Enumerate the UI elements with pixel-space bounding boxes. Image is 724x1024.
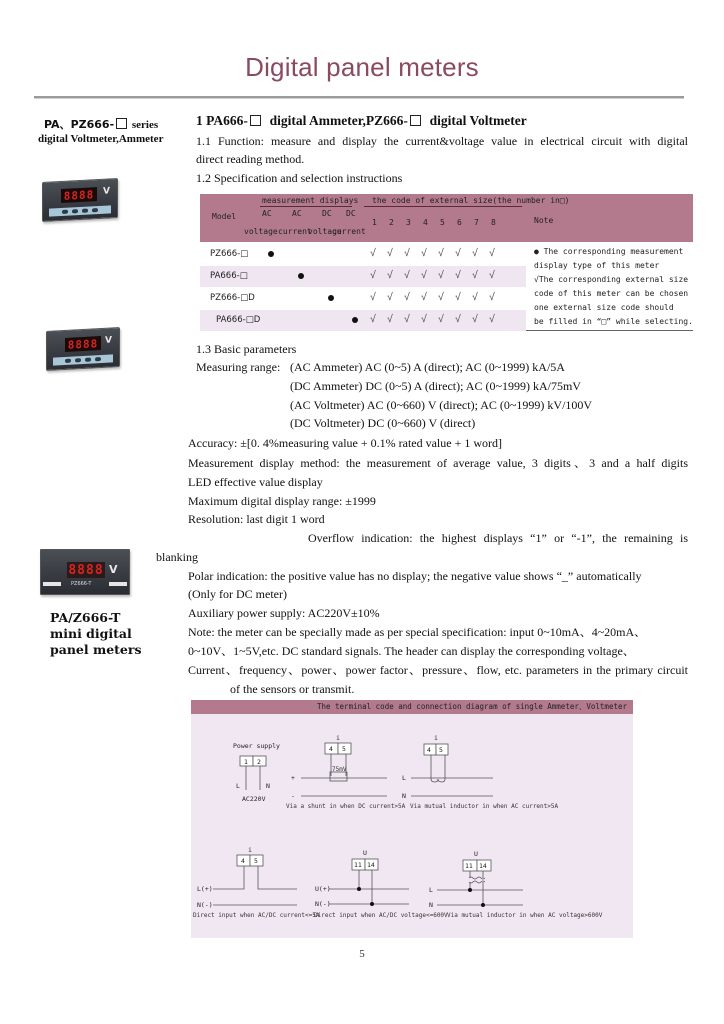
spec-heading: 1.2 Specification and selection instructions [196, 171, 403, 185]
check-mark-icon: √ [489, 248, 496, 259]
series-caption-prefix: PA、PZ666- [44, 118, 115, 131]
symbol-label: U [363, 849, 367, 857]
check-mark-icon: √ [455, 248, 462, 259]
header-size-code: 7 [474, 218, 479, 227]
check-mark-icon: √ [489, 270, 496, 281]
meter-image-2 [46, 327, 120, 371]
spec-note-line: be filled in “□” while selecting. [534, 317, 693, 326]
heading-part: 1 PA666- [196, 113, 248, 128]
junction-dot [481, 903, 485, 907]
placeholder-box-icon [250, 115, 261, 126]
wiring-title: The terminal code and connection diagram of single Ammeter、Voltmeter [316, 702, 627, 711]
check-mark-icon: √ [472, 292, 479, 303]
check-mark-icon: √ [489, 292, 496, 303]
heading-part: digital Ammeter,PZ666- [269, 113, 408, 128]
ct-caption: Via mutual inductor in when AC current>5A [410, 803, 559, 810]
meter-unit: V [105, 335, 112, 346]
overflow-line-1: Overflow indication: the highest displays “1” or “-1”, the remaining is [308, 531, 688, 545]
header-size-code: 1 [372, 218, 377, 227]
header-size-code: 5 [440, 218, 445, 227]
dc-l-wire [213, 866, 244, 889]
spec-note-line: ● The corresponding measurement [534, 247, 684, 256]
meter-unit: V [109, 563, 118, 576]
line-label: N [402, 792, 406, 800]
terminal-label: 5 [439, 746, 443, 754]
range-ac-ammeter: (AC Ammeter) AC (0~5) A (direct); AC (0~1999) kA/5A [290, 360, 565, 374]
polar-line-1: Polar indication: the positive value has no display; the negative value shows “_” automatically [188, 569, 642, 583]
check-mark-icon: √ [421, 292, 428, 303]
page-number: 5 [359, 948, 365, 960]
check-mark-icon: √ [370, 248, 377, 259]
row-model: PZ666-□D [210, 293, 255, 303]
measurement-dot-icon [268, 251, 274, 257]
terminal-label: 11 [465, 862, 473, 870]
display-method-line-1: Measurement display method: the measurement of average value, 3 digits、3 and a half digits [188, 456, 688, 470]
mini-meter-caption [50, 610, 142, 658]
direct-voltage-caption: Direct input when AC/DC voltage<=600V [314, 912, 448, 919]
terminal-label: 5 [342, 745, 346, 753]
dc-out-wire [258, 866, 297, 889]
spec-table-row [200, 266, 526, 287]
check-mark-icon: √ [472, 270, 479, 281]
line-label: N(-) [315, 900, 331, 908]
mini-meter-caption-line: PA/Z666-T [50, 610, 121, 625]
junction-dot [357, 887, 361, 891]
meter-model-strip: PZ666-T [71, 581, 92, 587]
resolution: Resolution: last digit 1 word [188, 512, 325, 526]
header-measure-type: AC [262, 209, 272, 218]
symbol-label: U [474, 850, 478, 858]
check-mark-icon: √ [421, 248, 428, 259]
note-line-2: 0~10V、1~5V,etc. DC standard signals. The header can display the corresponding voltage、 [188, 644, 635, 658]
junction-dot [468, 888, 472, 892]
aux-power: Auxiliary power supply: AC220V±10% [188, 606, 380, 620]
terminal-label: 14 [367, 861, 375, 869]
line-label: U(+) [315, 885, 331, 893]
shunt-caption: Via a shunt in when DC current>5A [286, 803, 406, 810]
terminal-label: 1 [244, 758, 248, 766]
terminal-label: 4 [241, 857, 245, 865]
terminal-label: 2 [257, 758, 261, 766]
line-label: L [236, 782, 240, 790]
check-mark-icon: √ [387, 270, 394, 281]
direct-current-caption: Direct input when AC/DC current<=5A [193, 912, 320, 919]
plus-label: + [291, 774, 295, 782]
check-mark-icon: √ [404, 270, 411, 281]
header-size-code: 8 [491, 218, 496, 227]
series-caption-suffix: series [131, 119, 159, 131]
check-mark-icon: √ [489, 314, 496, 325]
placeholder-box-icon [410, 115, 421, 126]
header-measurement-group: measurement displays [262, 196, 359, 205]
spec-table-row [200, 310, 526, 331]
header-size-code: 4 [423, 218, 428, 227]
title-divider [34, 96, 684, 99]
meter-image-3 [40, 549, 130, 595]
check-mark-icon: √ [472, 314, 479, 325]
wiring-svg [191, 700, 633, 938]
wiring-diagram [191, 700, 633, 938]
terminal-label: 4 [427, 746, 431, 754]
spec-table [200, 194, 693, 331]
spec-note-line: √The corresponding external size [534, 275, 689, 284]
meter-display: 8888 [68, 562, 104, 578]
shunt-value-label: 75mV [332, 766, 347, 773]
row-model: PA666-□ [210, 271, 248, 281]
pt-caption: Via mutual inductor in when AC voltage>600V [447, 912, 603, 919]
meter-label-strip [43, 582, 61, 586]
check-mark-icon: √ [404, 248, 411, 259]
power-caption: AC220V [242, 795, 266, 803]
check-mark-icon: √ [472, 248, 479, 259]
spec-table-row [200, 244, 526, 265]
section-heading [196, 113, 527, 129]
range-dc-ammeter: (DC Ammeter) DC (0~5) A (direct); AC (0~1999) kA/75mV [290, 379, 581, 393]
row-model: PZ666-□ [210, 249, 249, 259]
terminal-label: 5 [254, 857, 258, 865]
display-method-line-2: LED effective value display [188, 475, 323, 489]
check-mark-icon: √ [455, 270, 462, 281]
minus-label: - [291, 792, 295, 800]
header-size-code: 2 [389, 218, 394, 227]
check-mark-icon: √ [404, 292, 411, 303]
placeholder-box-icon [116, 118, 127, 129]
header-measure-type: DC [322, 209, 332, 218]
terminal-label: 11 [354, 861, 362, 869]
basic-params-heading: 1.3 Basic parameters [196, 342, 297, 356]
header-measure-quantity: current [332, 227, 366, 236]
meter-image-1 [42, 178, 118, 222]
function-line-1: 1.1 Function: measure and display the current&voltage value in electrical circuit with digital [196, 134, 688, 148]
line-label: N(-) [197, 901, 213, 909]
header-measure-quantity: voltage [308, 227, 342, 236]
check-mark-icon: √ [455, 314, 462, 325]
meter-display: 8888 [65, 336, 101, 352]
check-mark-icon: √ [438, 248, 445, 259]
spec-table-header [200, 194, 693, 242]
series-caption-line1 [44, 116, 158, 132]
range-dc-voltmeter: (DC Voltmeter) DC (0~660) V (direct) [290, 416, 476, 430]
symbol-label: i [434, 734, 438, 742]
row-model: PA666-□D [216, 315, 261, 325]
header-size-code: 3 [406, 218, 411, 227]
accuracy: Accuracy: ±[0. 4%measuring value + 0.1% rated value + 1 word] [188, 436, 503, 450]
spec-note-line: one external size code should [534, 303, 674, 312]
check-mark-icon: √ [370, 314, 377, 325]
measurement-dot-icon [352, 317, 358, 323]
meter-keypad [53, 354, 113, 365]
shunt-resistor [330, 772, 347, 781]
meter-keypad [49, 205, 111, 216]
check-mark-icon: √ [387, 314, 394, 325]
measuring-range-label: Measuring range: [196, 360, 281, 374]
check-mark-icon: √ [370, 270, 377, 281]
line-label: N [266, 782, 270, 790]
line-label: L(+) [197, 885, 213, 893]
header-measure-quantity: voltage [244, 227, 278, 236]
measurement-dot-icon [298, 273, 304, 279]
power-supply-label: Power supply [233, 742, 280, 750]
range-ac-voltmeter: (AC Voltmeter) AC (0~660) V (direct); AC (0~1999) kV/100V [290, 398, 593, 412]
symbol-label: i [248, 846, 252, 854]
polar-line-2: (Only for DC meter) [188, 587, 287, 601]
spec-note-line: display type of this meter [534, 261, 660, 270]
measurement-dot-icon [328, 295, 334, 301]
line-label: N [429, 901, 433, 909]
check-mark-icon: √ [438, 292, 445, 303]
junction-dot [370, 902, 374, 906]
page-title: Digital panel meters [245, 52, 479, 82]
check-mark-icon: √ [421, 314, 428, 325]
header-size-code: 6 [457, 218, 462, 227]
header-measure-type: DC [346, 209, 356, 218]
meter-unit: V [103, 186, 110, 197]
header-note: Note [534, 216, 554, 225]
meter-label-strip [109, 582, 127, 586]
series-caption-line2: digital Voltmeter,Ammeter [38, 133, 164, 145]
check-mark-icon: √ [387, 248, 394, 259]
terminal-label: 4 [329, 745, 333, 753]
terminal-label: 14 [479, 862, 487, 870]
note-line-4: of the sensors or transmit. [230, 682, 355, 696]
check-mark-icon: √ [438, 314, 445, 325]
header-measure-quantity: current [278, 227, 312, 236]
header-measure-type: AC [292, 209, 302, 218]
check-mark-icon: √ [438, 270, 445, 281]
note-line-3: Current、frequency、power、power factor、pressure、flow, etc. parameters in the primary circuit [188, 663, 688, 677]
check-mark-icon: √ [387, 292, 394, 303]
check-mark-icon: √ [404, 314, 411, 325]
header-size-group: the code of external size(the number in□) [372, 196, 570, 205]
spec-note-line: code of this meter can be chosen [534, 289, 689, 298]
line-label: L [402, 774, 406, 782]
overflow-line-2: blanking [156, 550, 198, 564]
meter-display: 8888 [61, 187, 97, 203]
check-mark-icon: √ [421, 270, 428, 281]
max-display-range: Maximum digital display range: ±1999 [188, 494, 376, 508]
note-line-1: Note: the meter can be specially made as per special specification: input 0~10mA、4~20mA、 [188, 625, 647, 639]
mini-meter-caption-line: panel meters [50, 642, 142, 657]
header-model: Model [212, 212, 237, 221]
mini-meter-caption-line: mini digital [50, 626, 132, 641]
check-mark-icon: √ [455, 292, 462, 303]
heading-part: digital Voltmeter [429, 113, 527, 128]
symbol-label: i [336, 734, 340, 742]
function-line-2: direct reading method. [196, 152, 305, 166]
spec-table-row [200, 288, 526, 309]
line-label: L [429, 886, 433, 894]
check-mark-icon: √ [370, 292, 377, 303]
